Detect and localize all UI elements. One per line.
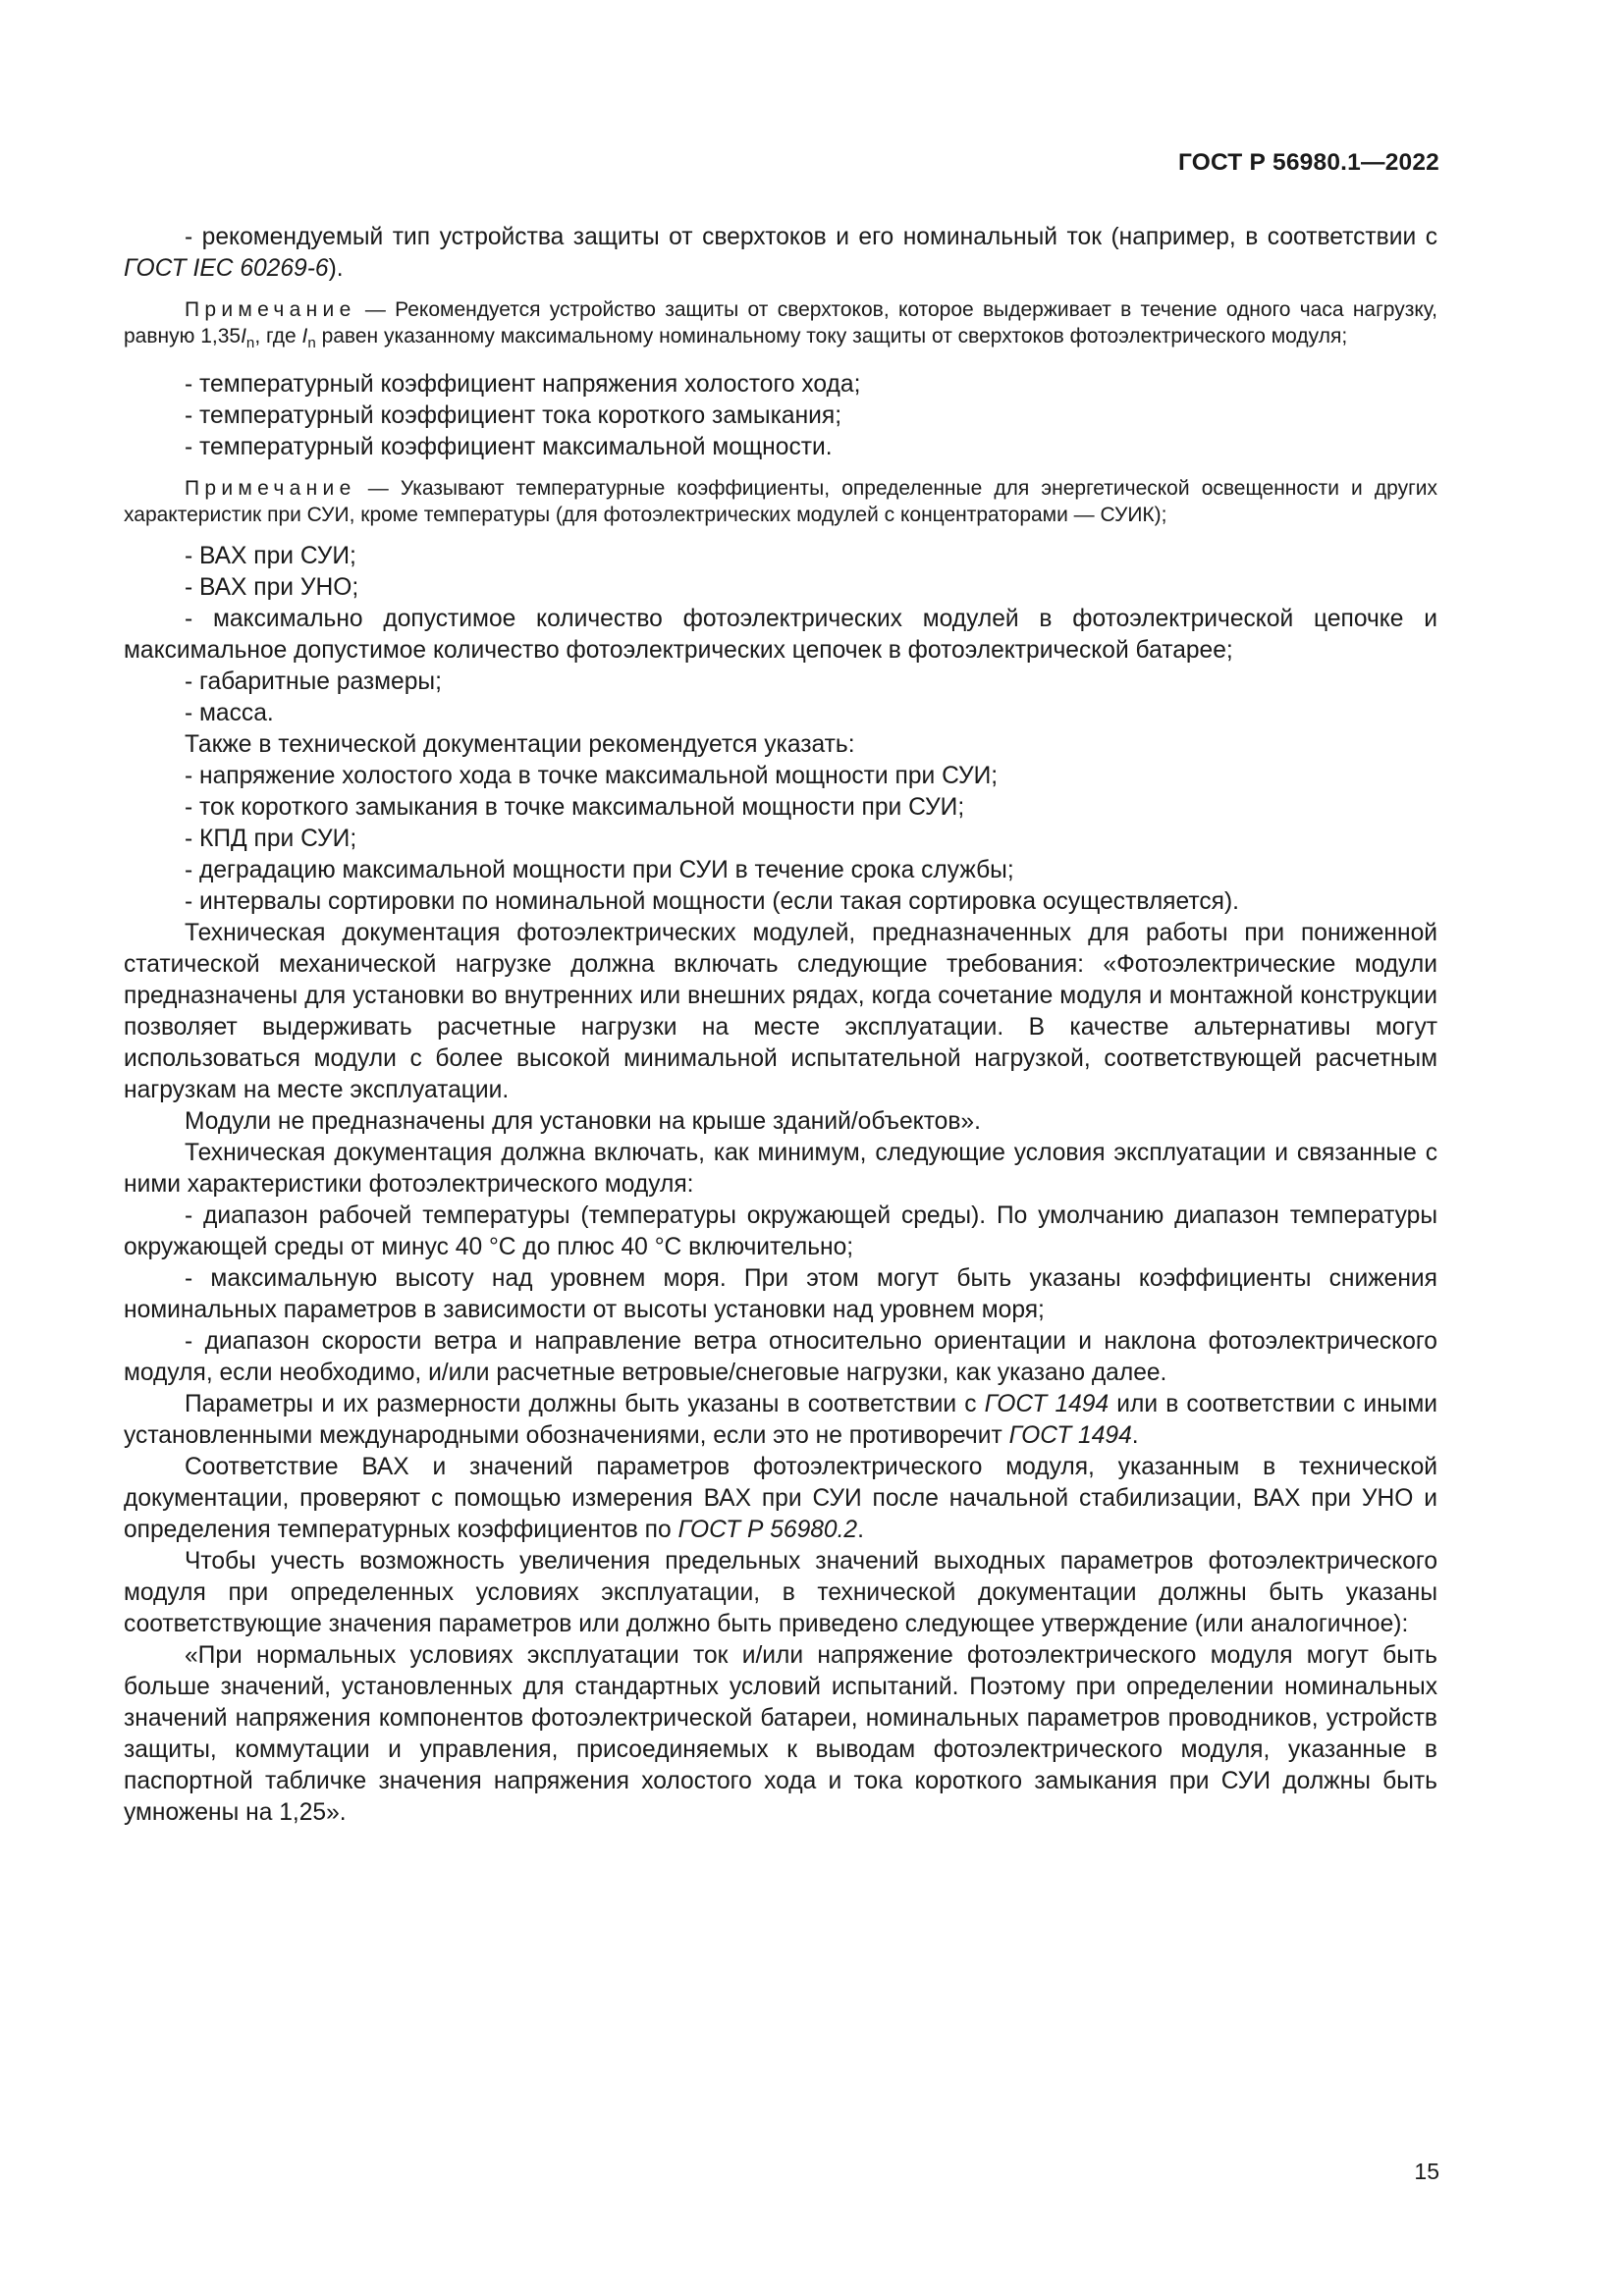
text-segment: — Указывают температурные коэффициенты, определенные для энергетической освещенности и других характеристик при СУИ, кроме температуры (для фотоэлектрических модулей с концентраторами — СУИК); [124,477,1437,527]
standard-reference: ГОСТ 1494 [984,1391,1110,1418]
paragraph: Техническая документация фотоэлектрических модулей, предназначенных для работы при пониженной статической механической нагрузке должна включать следующие требования: «Фотоэлектрические модули предназначены для установки во внутренних или внешних рядах, когда сочетание модуля и монтажной конструкции позволяет выдерживать расчетные нагрузки на месте эксплуатации. В качестве альтернативы могут использоваться модули с более высокой минимальной испытательной нагрузкой, соответствующей расчетным нагрузкам на месте эксплуатации. [124,920,1437,1104]
paragraph: Техническая документация должна включать, как минимум, следующие условия эксплуатации и связанные с ними характеристики фотоэлектрического модуля: [124,1140,1437,1199]
note-label: Примечание [185,298,356,321]
list-item: - диапазон скорости ветра и направление ветра относительно ориентации и наклона фотоэлектрического модуля, если необходимо, и/или расчетные ветровые/снеговые нагрузки, как указано далее. [124,1328,1437,1387]
text-segment: — Рекомендуется устройство защиты от сверхтоков, которое выдерживает в течение одного часа нагрузку, равную 1,35 [124,298,1437,347]
list-item: - деградацию максимальной мощности при СУИ в течение срока службы; [185,857,1014,884]
list-item: - масса. [185,700,274,727]
text-segment: Параметры и их размерности должны быть указаны в соответствии с [185,1391,985,1418]
standard-reference: ГОСТ 1494 [1008,1422,1132,1450]
subscript: n [245,335,255,352]
paragraph: Модули не предназначены для установки на крыше зданий/объектов». [185,1108,981,1136]
list-item: - интервалы сортировки по номинальной мощности (если такая сортировка осуществляется). [185,888,1239,916]
note-overcurrent [124,296,1437,356]
list-item: - диапазон рабочей температуры (температуры окружающей среды). По умолчанию диапазон температуры окружающей среды от минус 40 °С до плюс 40 °С включительно; [124,1202,1437,1261]
list-item: - ВАХ при СУИ; [185,543,356,570]
text-segment: или в соответствии с иными установленными международными обозначениями, если это не противоречит [124,1391,1438,1450]
list-item: - КПД при СУИ; [185,826,357,853]
subscript: n [307,335,316,352]
page-number: 15 [1414,2159,1439,2184]
note-temperature-coefficients [124,475,1437,528]
list-item: - ток короткого замыкания в точке максимальной мощности при СУИ; [185,794,965,822]
list-item: - максимальную высоту над уровнем моря. При этом могут быть указаны коэффициенты снижения номинальных параметров в зависимости от высоты установки над уровнем моря; [124,1265,1437,1324]
paragraph: «При нормальных условиях эксплуатации ток и/или напряжение фотоэлектрического модуля могут быть больше значений, установленных для стандартных условий испытаний. Поэтому при определении номинальных значений напряжения компонентов фотоэлектрической батареи, номинальных параметров проводников, устройств защиты, коммутации и управления, присоединяемых к выводам фотоэлектрического модуля, указанные в паспортной табличке значения напряжения холостого хода и тока короткого замыкания при СУИ должны быть умножены на 1,25». [124,1642,1437,1827]
paragraph: Чтобы учесть возможность увеличения предельных значений выходных параметров фотоэлектрического модуля при определенных условиях эксплуатации, в технической документации должны быть указаны соответствующие значения параметров или должно быть приведено следующее утверждение (или аналогичное): [124,1548,1437,1638]
document-code-header: ГОСТ Р 56980.1—2022 [1178,149,1439,176]
list-item: - габаритные размеры; [185,668,442,696]
text-segment: ). [328,255,344,282]
list-item: - температурный коэффициент максимальной мощности. [185,434,833,461]
text-segment: . [1131,1422,1139,1450]
text-segment: , где [254,325,302,347]
list-item: - температурный коэффициент тока короткого замыкания; [185,402,842,430]
standard-reference: ГОСТ IEC 60269-6 [124,255,329,282]
document-body [124,222,1437,1829]
current-symbol: I [241,325,246,347]
text-segment: . [857,1517,864,1544]
paragraph [124,1452,1437,1546]
text-segment: - рекомендуемый тип устройства защиты от сверхтоков и его номинальный ток (например, в соответствии с [185,224,1437,250]
note-label: Примечание [185,477,356,501]
current-symbol: I [301,325,308,347]
list-item: - ВАХ при УНО; [185,574,359,602]
standard-reference: ГОСТ Р 56980.2 [677,1517,858,1544]
list-item: - максимально допустимое количество фотоэлектрических модулей в фотоэлектрической цепочке и максимальное допустимое количество фотоэлектрических цепочек в фотоэлектрической батарее; [124,606,1437,665]
paragraph [124,1389,1437,1452]
list-item: - температурный коэффициент напряжения холостого хода; [185,371,861,399]
text-segment: Соответствие ВАХ и значений параметров фотоэлектрического модуля, указанным в технической документации, проверяют с помощью измерения ВАХ при СУИ после начальной стабилизации, ВАХ при УНО и определения температурных коэффициентов по [124,1454,1437,1544]
list-item: - напряжение холостого хода в точке максимальной мощности при СУИ; [185,763,999,790]
paragraph: Также в технической документации рекомендуется указать: [185,731,855,759]
list-item-overcurrent-protection [124,222,1437,285]
text-segment: равен указанному максимальному номинальному току защиты от сверхтоков фотоэлектрического модуля; [315,325,1348,347]
